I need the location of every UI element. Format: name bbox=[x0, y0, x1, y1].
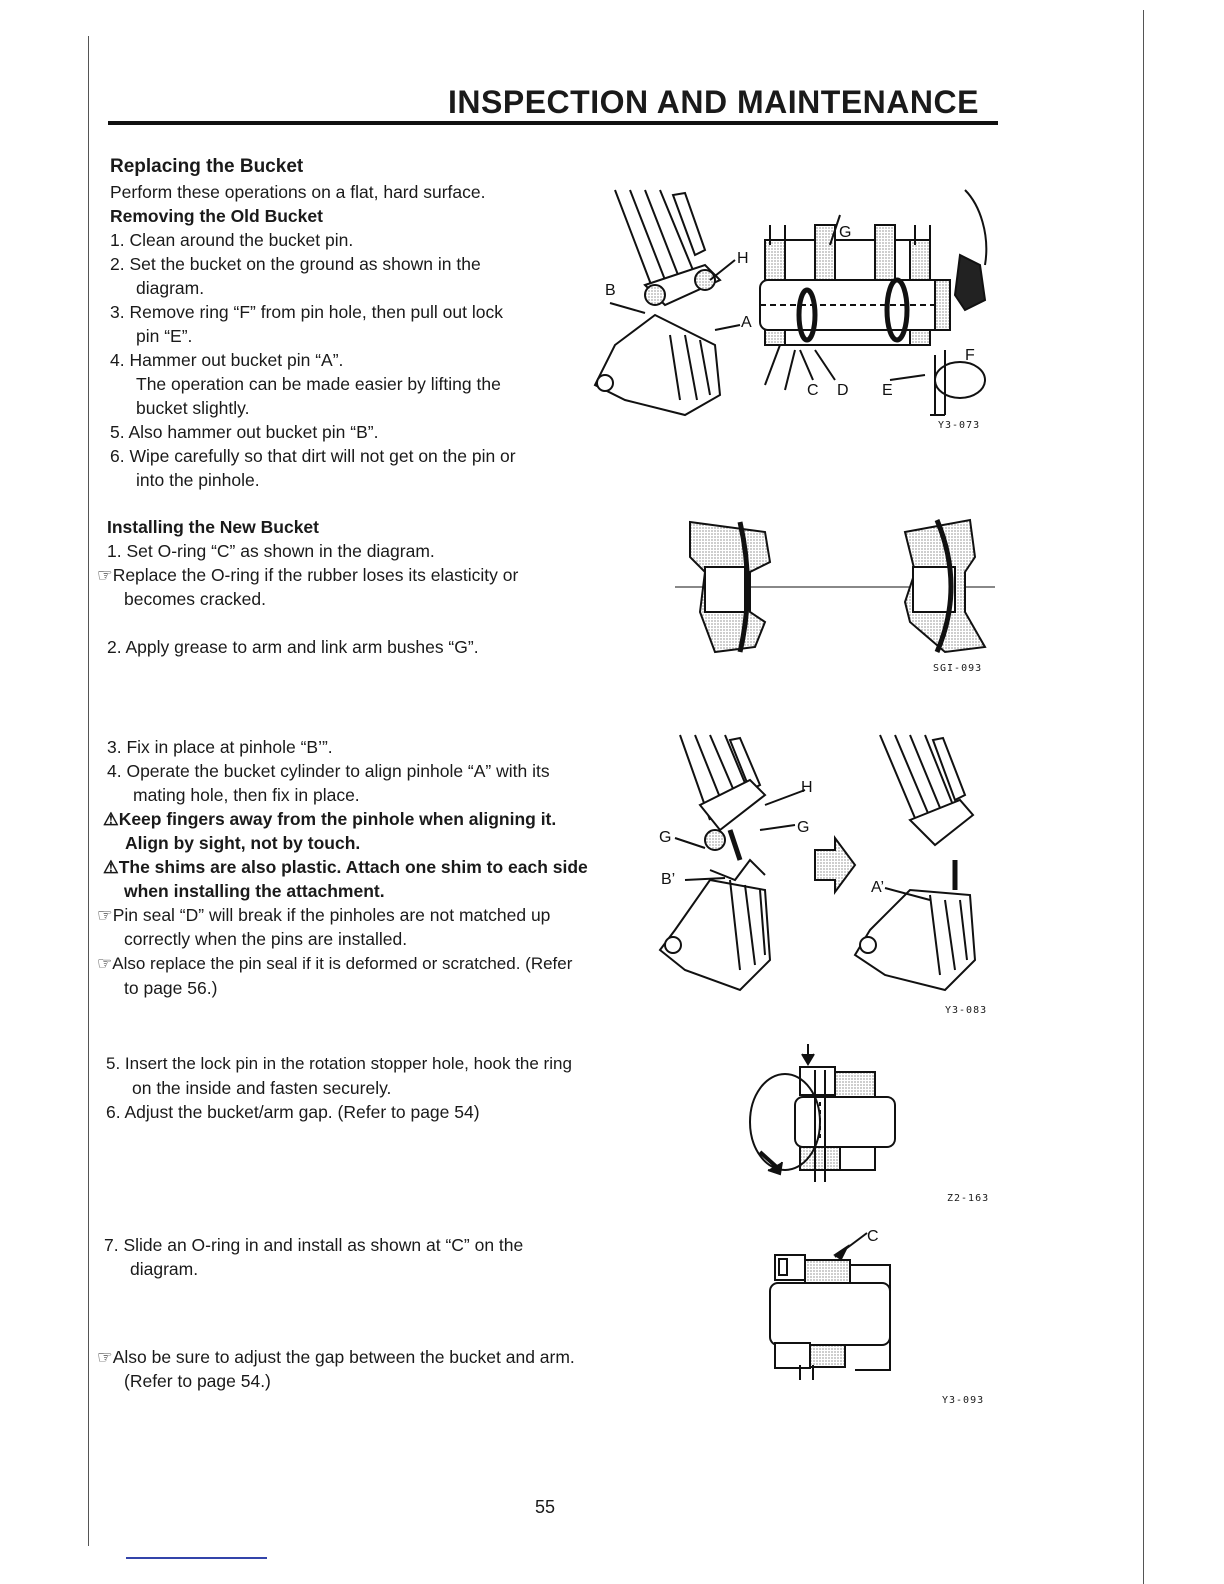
install-step: 1. Set O-ring “C” as shown in the diagram. bbox=[107, 541, 435, 561]
fig3-label: G bbox=[659, 829, 672, 846]
install-step: 2. Apply grease to arm and link arm bushes “G”. bbox=[107, 637, 479, 657]
page-title: INSPECTION AND MAINTENANCE bbox=[448, 84, 979, 120]
figure-id: Y3-073 bbox=[938, 420, 981, 431]
fig3-label: G bbox=[797, 819, 810, 836]
figure-id: Y3-093 bbox=[942, 1395, 985, 1406]
caution-text: ⚠The shims are also plastic. Attach one shim to each side bbox=[103, 857, 588, 877]
remove-step: 1. Clean around the bucket pin. bbox=[110, 230, 354, 250]
caution-text: ⚠Keep fingers away from the pinhole when aligning it. bbox=[103, 809, 557, 829]
remove-step: pin “E”. bbox=[136, 326, 193, 346]
remove-step: 6. Wipe carefully so that dirt will not get on the pin or bbox=[110, 446, 516, 466]
fig3-label: B’ bbox=[661, 871, 676, 888]
install-step: 3. Fix in place at pinhole “B’”. bbox=[107, 737, 333, 757]
fig3-label: H bbox=[801, 779, 813, 796]
install-note: to page 56.) bbox=[124, 978, 218, 998]
fig1-label: E bbox=[882, 382, 893, 399]
install-step: mating hole, then fix in place. bbox=[133, 785, 360, 805]
fig1-label: C bbox=[807, 382, 819, 399]
remove-step: bucket slightly. bbox=[136, 398, 250, 418]
figure-id: Z2-163 bbox=[947, 1193, 990, 1204]
remove-step: 5. Also hammer out bucket pin “B”. bbox=[110, 422, 379, 442]
fig5-label: C bbox=[867, 1228, 879, 1245]
figure-bucket-installation bbox=[655, 730, 985, 995]
section-title: Replacing the Bucket bbox=[110, 156, 304, 177]
remove-step: diagram. bbox=[136, 278, 205, 298]
install-step: 4. Operate the bucket cylinder to align pinhole “A” with its bbox=[107, 761, 550, 781]
fig1-label: A bbox=[741, 314, 752, 331]
install-title: Installing the New Bucket bbox=[107, 517, 319, 537]
caution-text: Align by sight, not by touch. bbox=[125, 833, 361, 853]
install-note: (Refer to page 54.) bbox=[124, 1371, 271, 1391]
install-step: on the inside and fasten securely. bbox=[132, 1078, 392, 1098]
page-number: 55 bbox=[535, 1497, 556, 1517]
install-note: ☞Replace the O-ring if the rubber loses its elasticity or bbox=[97, 565, 519, 585]
remove-title: Removing the Old Bucket bbox=[110, 206, 323, 226]
fig1-label: F bbox=[965, 347, 975, 364]
remove-step: 3. Remove ring “F” from pin hole, then pull out lock bbox=[110, 302, 503, 322]
figure-oring-slide bbox=[765, 1225, 900, 1380]
remove-step: The operation can be made easier by lifting the bbox=[136, 374, 501, 394]
figure-id: SGI-093 bbox=[933, 663, 983, 674]
fig1-label: B bbox=[605, 282, 616, 299]
page-edge-left bbox=[88, 36, 89, 1546]
install-step: diagram. bbox=[130, 1259, 199, 1279]
fig1-label: G bbox=[839, 224, 852, 241]
page-edge-right bbox=[1143, 10, 1144, 1584]
fig1-label: H bbox=[737, 250, 749, 267]
install-step: 7. Slide an O-ring in and install as shown at “C” on the bbox=[104, 1235, 524, 1255]
figure-id: Y3-083 bbox=[945, 1005, 988, 1016]
install-step: 6. Adjust the bucket/arm gap. (Refer to page 54) bbox=[106, 1102, 480, 1122]
figure-lock-pin-ring bbox=[740, 1042, 910, 1187]
bottom-rule bbox=[126, 1557, 267, 1559]
fig3-label: A’ bbox=[871, 879, 885, 896]
install-note: ☞Also replace the pin seal if it is deformed or scratched. (Refer bbox=[97, 954, 573, 973]
remove-step: 4. Hammer out bucket pin “A”. bbox=[110, 350, 344, 370]
fig1-label: D bbox=[837, 382, 849, 399]
install-note: correctly when the pins are installed. bbox=[124, 929, 408, 949]
install-note: ☞Pin seal “D” will break if the pinholes are not matched up bbox=[97, 905, 551, 925]
install-note: becomes cracked. bbox=[124, 589, 267, 609]
title-rule bbox=[108, 121, 998, 125]
remove-step: 2. Set the bucket on the ground as shown in the bbox=[110, 254, 481, 274]
figure-oring-placement bbox=[675, 512, 995, 662]
section-intro: Perform these operations on a flat, hard surface. bbox=[110, 182, 486, 202]
figure-bucket-pin-removal bbox=[585, 185, 995, 430]
caution-text: when installing the attachment. bbox=[124, 881, 385, 901]
install-note: ☞Also be sure to adjust the gap between the bucket and arm. bbox=[97, 1347, 575, 1367]
install-step: 5. Insert the lock pin in the rotation stopper hole, hook the ring bbox=[106, 1054, 572, 1073]
remove-step: into the pinhole. bbox=[136, 470, 260, 490]
